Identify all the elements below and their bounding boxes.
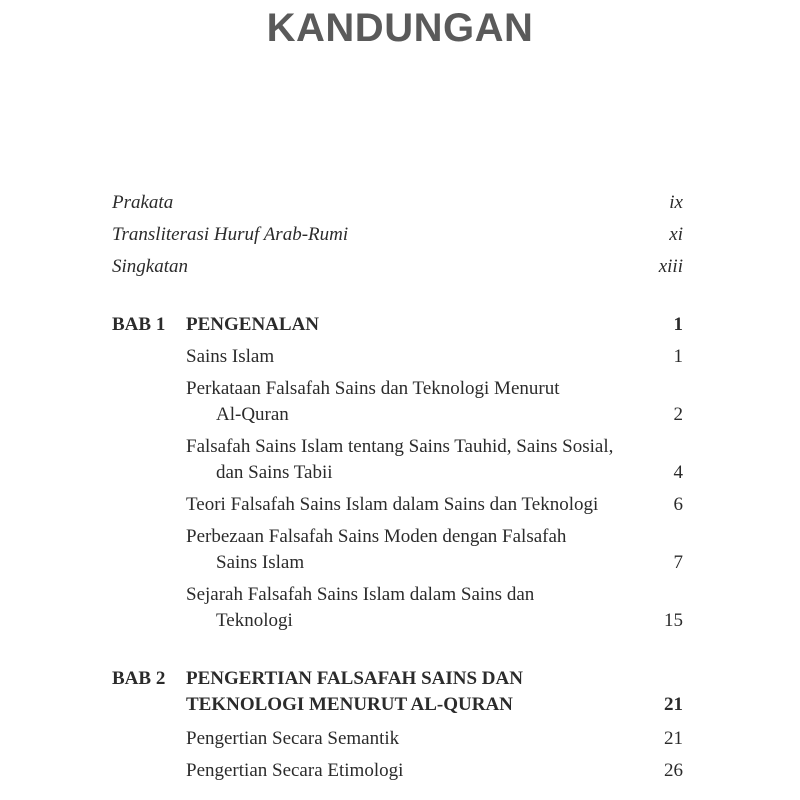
toc-entry-prakata[interactable]: Prakata — [112, 192, 174, 213]
section-page-perkataan-falsafah: 2 — [673, 404, 683, 425]
section-pengertian-semantik[interactable]: Pengertian Secara Semantik — [186, 728, 400, 749]
section-page-perbezaan-falsafah: 7 — [673, 552, 683, 573]
section-perkataan-falsafah[interactable]: Perkataan Falsafah Sains dan Teknologi Menurut — [186, 378, 560, 399]
section-pengertian-etimologi[interactable]: Pengertian Secara Etimologi — [186, 760, 404, 781]
toc-entry-transliterasi[interactable]: Transliterasi Huruf Arab-Rumi — [112, 224, 349, 245]
section-teori-falsafah[interactable]: Teori Falsafah Sains Islam dalam Sains dan Teknologi — [186, 494, 599, 515]
section-sains-islam[interactable]: Sains Islam — [186, 346, 275, 367]
chapter-page-bab2: 21 — [664, 694, 683, 715]
section-perbezaan-falsafah[interactable]: Perbezaan Falsafah Sains Moden dengan Falsafah — [186, 526, 567, 547]
section-falsafah-sains-islam[interactable]: Falsafah Sains Islam tentang Sains Tauhid, Sains Sosial, — [186, 436, 614, 457]
chapter-title-bab1[interactable]: PENGENALAN — [186, 314, 320, 335]
section-page-falsafah-sains-islam: 4 — [673, 462, 683, 483]
toc-page-prakata: ix — [669, 192, 683, 213]
toc-entry-singkatan[interactable]: Singkatan — [112, 256, 188, 277]
toc-page-singkatan: xiii — [658, 256, 683, 277]
section-sejarah-falsafah-cont: Teknologi — [216, 610, 293, 631]
section-page-sejarah-falsafah: 15 — [664, 610, 683, 631]
section-page-pengertian-etimologi: 26 — [664, 760, 683, 781]
toc-page-transliterasi: xi — [669, 224, 683, 245]
chapter-page-bab1: 1 — [673, 314, 683, 335]
section-falsafah-sains-islam-cont: dan Sains Tabii — [216, 462, 333, 483]
section-page-teori-falsafah: 6 — [673, 494, 683, 515]
section-page-pengertian-semantik: 21 — [664, 728, 683, 749]
chapter-label-bab1: BAB 1 — [112, 314, 166, 335]
page-title: KANDUNGAN — [266, 6, 534, 50]
chapter-title-bab2[interactable]: PENGERTIAN FALSAFAH SAINS DAN — [186, 668, 523, 689]
section-perkataan-falsafah-cont: Al-Quran — [216, 404, 289, 425]
chapter-label-bab2: BAB 2 — [112, 668, 166, 689]
section-sejarah-falsafah[interactable]: Sejarah Falsafah Sains Islam dalam Sains dan — [186, 584, 535, 605]
chapter-title-bab2-cont: TEKNOLOGI MENURUT AL-QURAN — [186, 694, 513, 715]
section-page-sains-islam: 1 — [673, 346, 683, 367]
section-perbezaan-falsafah-cont: Sains Islam — [216, 552, 305, 573]
